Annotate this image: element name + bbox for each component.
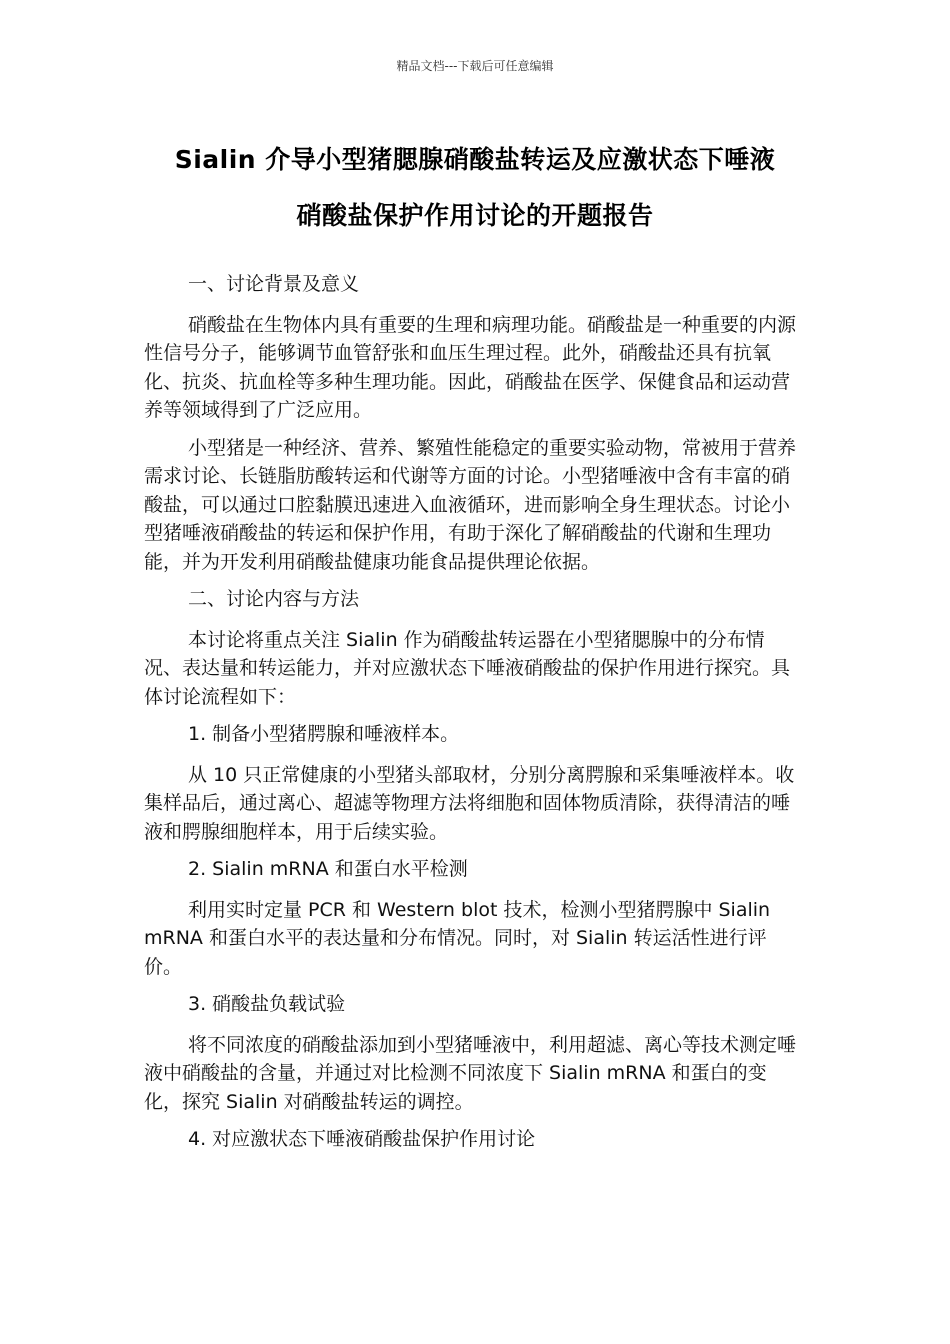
document-body — [144, 270, 800, 1166]
header-note: 精品文档---下载后可任意编辑 — [396, 59, 554, 73]
step-1-title: 1. 制备小型猪腭腺和唾液样本。 — [188, 723, 460, 745]
paragraph-minipig: 小型猪是一种经济、营养、繁殖性能稳定的重要实验动物，常被用于营养需求讨论、长链脂肪酸转运和代谢等方面的讨论。小型猪唾液中含有丰富的硝酸盐，可以通过口腔黏膜迅速进入血液循环，进而影响全身生理状态。讨论小型猪唾液硝酸盐的转运和保护作用，有助于深化了解硝酸盐的代谢和生理功能，并为开发利用硝酸盐健康功能食品提供理论依据。 — [144, 436, 797, 573]
paragraph-methods-intro: 本讨论将重点关注 Sialin 作为硝酸盐转运器在小型猪腮腺中的分布情况、表达量和转运能力，并对应激状态下唾液硝酸盐的保护作用进行探究。具体讨论流程如下： — [144, 628, 791, 708]
section-heading-methods: 二、讨论内容与方法 — [188, 588, 360, 610]
step-4-title: 4. 对应激状态下唾液硝酸盐保护作用讨论 — [188, 1128, 536, 1150]
step-3-title: 3. 硝酸盐负载试验 — [188, 993, 346, 1015]
section-heading-background: 一、讨论背景及意义 — [188, 273, 360, 295]
document-title-line-1: Sialin 介导小型猪腮腺硝酸盐转运及应激状态下唾液 — [174, 145, 776, 174]
document-title-line-2: 硝酸盐保护作用讨论的开题报告 — [296, 201, 654, 230]
step-1-text: 从 10 只正常健康的小型猪头部取材，分别分离腭腺和采集唾液样本。收集样品后，通过离心、超滤等物理方法将细胞和固体物质清除，获得清洁的唾液和腭腺细胞样本，用于后续实验。 — [144, 763, 795, 843]
paragraph-nitrate-function: 硝酸盐在生物体内具有重要的生理和病理功能。硝酸盐是一种重要的内源性信号分子，能够调节血管舒张和血压生理过程。此外，硝酸盐还具有抗氧化、抗炎、抗血栓等多种生理功能。因此，硝酸盐在医学、保健食品和运动营养等领域得到了广泛应用。 — [144, 313, 797, 421]
step-2-text: 利用实时定量 PCR 和 Western blot 技术，检测小型猪腭腺中 Sialin mRNA 和蛋白水平的表达量和分布情况。同时，对 Sialin 转运活性进行评价。 — [144, 898, 771, 978]
step-3-text: 将不同浓度的硝酸盐添加到小型猪唾液中，利用超滤、离心等技术测定唾液中硝酸盐的含量，并通过对比检测不同浓度下 Sialin mRNA 和蛋白的变化，探究 Sialin 对硝酸盐转运的调控。 — [144, 1033, 797, 1113]
step-2-title: 2. Sialin mRNA 和蛋白水平检测 — [188, 858, 468, 880]
